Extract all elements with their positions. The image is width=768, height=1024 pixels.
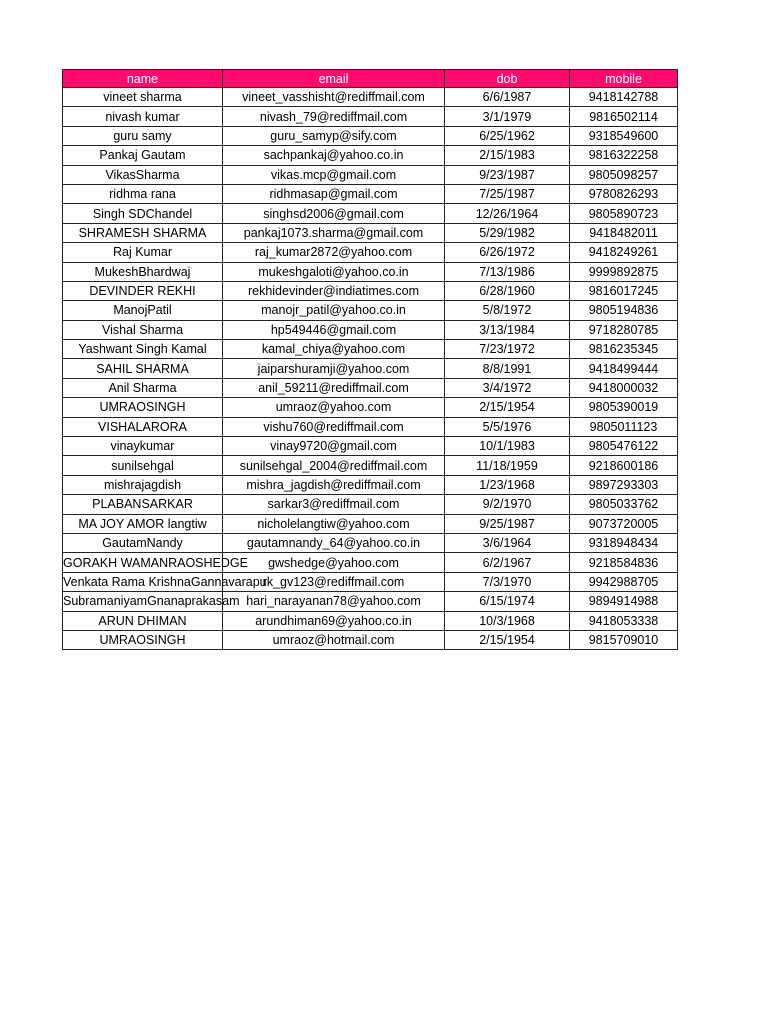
name-cell[interactable]: vinaykumar bbox=[63, 437, 223, 456]
dob-cell[interactable]: 6/2/1967 bbox=[445, 553, 570, 572]
table-row bbox=[63, 437, 678, 456]
email-cell[interactable]: umraoz@yahoo.com bbox=[223, 398, 445, 417]
mobile-cell[interactable]: 9418142788 bbox=[570, 88, 678, 107]
table-row bbox=[63, 204, 678, 223]
dob-cell[interactable]: 6/15/1974 bbox=[445, 592, 570, 611]
table-row bbox=[63, 533, 678, 552]
mobile-cell[interactable]: 9942988705 bbox=[570, 572, 678, 591]
name-cell[interactable]: Yashwant Singh Kamal bbox=[63, 340, 223, 359]
name-cell[interactable]: VikasSharma bbox=[63, 165, 223, 184]
name-cell[interactable]: SHRAMESH SHARMA bbox=[63, 223, 223, 242]
name-cell[interactable]: Pankaj Gautam bbox=[63, 146, 223, 165]
table-row bbox=[63, 630, 678, 649]
table-row bbox=[63, 146, 678, 165]
email-cell[interactable]: kamal_chiya@yahoo.com bbox=[223, 340, 445, 359]
mobile-cell[interactable]: 9780826293 bbox=[570, 184, 678, 203]
table-row bbox=[63, 107, 678, 126]
mobile-cell[interactable]: 9805890723 bbox=[570, 204, 678, 223]
email-cell[interactable]: anil_59211@rediffmail.com bbox=[223, 378, 445, 397]
name-cell[interactable]: mishrajagdish bbox=[63, 475, 223, 494]
table-row bbox=[63, 359, 678, 378]
table-row bbox=[63, 301, 678, 320]
dob-cell[interactable]: 6/25/1962 bbox=[445, 126, 570, 145]
email-cell[interactable]: rekhidevinder@indiatimes.com bbox=[223, 281, 445, 300]
email-cell[interactable]: umraoz@hotmail.com bbox=[223, 630, 445, 649]
mobile-cell[interactable]: 9418499444 bbox=[570, 359, 678, 378]
table-row bbox=[63, 281, 678, 300]
table-row bbox=[63, 553, 678, 572]
name-cell[interactable]: MukeshBhardwaj bbox=[63, 262, 223, 281]
dob-cell[interactable]: 8/8/1991 bbox=[445, 359, 570, 378]
email-cell[interactable]: vinay9720@gmail.com bbox=[223, 437, 445, 456]
column-header-email: email bbox=[223, 70, 445, 88]
dob-cell[interactable]: 12/26/1964 bbox=[445, 204, 570, 223]
email-cell[interactable]: vishu760@rediffmail.com bbox=[223, 417, 445, 436]
mobile-cell[interactable]: 9999892875 bbox=[570, 262, 678, 281]
dob-cell[interactable]: 7/3/1970 bbox=[445, 572, 570, 591]
dob-cell[interactable]: 9/23/1987 bbox=[445, 165, 570, 184]
table-row bbox=[63, 243, 678, 262]
table-row bbox=[63, 592, 678, 611]
name-cell[interactable]: MA JOY AMOR langtiw bbox=[63, 514, 223, 533]
table-row bbox=[63, 456, 678, 475]
mobile-cell[interactable]: 9816235345 bbox=[570, 340, 678, 359]
email-cell[interactable]: mishra_jagdish@rediffmail.com bbox=[223, 475, 445, 494]
table-row bbox=[63, 262, 678, 281]
name-cell[interactable]: UMRAOSINGH bbox=[63, 398, 223, 417]
table-row bbox=[63, 165, 678, 184]
name-cell[interactable]: VISHALARORA bbox=[63, 417, 223, 436]
mobile-cell[interactable]: 9418249261 bbox=[570, 243, 678, 262]
name-cell[interactable]: SubramaniyamGnanaprakasam bbox=[63, 592, 223, 611]
dob-cell[interactable]: 9/2/1970 bbox=[445, 495, 570, 514]
mobile-cell[interactable]: 9805476122 bbox=[570, 437, 678, 456]
email-cell[interactable]: sunilsehgal_2004@rediffmail.com bbox=[223, 456, 445, 475]
email-cell[interactable]: gwshedge@yahoo.com bbox=[223, 553, 445, 572]
dob-cell[interactable]: 5/29/1982 bbox=[445, 223, 570, 242]
email-cell[interactable]: ridhmasap@gmail.com bbox=[223, 184, 445, 203]
email-cell[interactable]: gautamnandy_64@yahoo.co.in bbox=[223, 533, 445, 552]
mobile-cell[interactable]: 9073720005 bbox=[570, 514, 678, 533]
name-cell[interactable]: GORAKH WAMANRAOSHEDGE bbox=[63, 553, 223, 572]
email-cell[interactable]: sachpankaj@yahoo.co.in bbox=[223, 146, 445, 165]
dob-cell[interactable]: 7/23/1972 bbox=[445, 340, 570, 359]
name-cell[interactable]: UMRAOSINGH bbox=[63, 630, 223, 649]
email-cell[interactable]: vikas.mcp@gmail.com bbox=[223, 165, 445, 184]
email-cell[interactable]: rk_gv123@rediffmail.com bbox=[223, 572, 445, 591]
mobile-cell[interactable]: 9218584836 bbox=[570, 553, 678, 572]
name-cell[interactable]: guru samy bbox=[63, 126, 223, 145]
name-cell[interactable]: Raj Kumar bbox=[63, 243, 223, 262]
dob-cell[interactable]: 7/13/1986 bbox=[445, 262, 570, 281]
mobile-cell[interactable]: 9418000032 bbox=[570, 378, 678, 397]
table-row bbox=[63, 88, 678, 107]
name-cell[interactable]: ManojPatil bbox=[63, 301, 223, 320]
mobile-cell[interactable]: 9805390019 bbox=[570, 398, 678, 417]
email-cell[interactable]: nicholelangtiw@yahoo.com bbox=[223, 514, 445, 533]
dob-cell[interactable]: 3/1/1979 bbox=[445, 107, 570, 126]
mobile-cell[interactable]: 9805033762 bbox=[570, 495, 678, 514]
dob-cell[interactable]: 2/15/1954 bbox=[445, 398, 570, 417]
contacts-table bbox=[62, 69, 678, 650]
name-cell[interactable]: ARUN DHIMAN bbox=[63, 611, 223, 630]
dob-cell[interactable]: 3/6/1964 bbox=[445, 533, 570, 552]
email-cell[interactable]: jaiparshuramji@yahoo.com bbox=[223, 359, 445, 378]
dob-cell[interactable]: 9/25/1987 bbox=[445, 514, 570, 533]
name-cell[interactable]: sunilsehgal bbox=[63, 456, 223, 475]
dob-cell[interactable]: 10/3/1968 bbox=[445, 611, 570, 630]
column-header-dob: dob bbox=[445, 70, 570, 88]
name-cell[interactable]: nivash kumar bbox=[63, 107, 223, 126]
name-cell[interactable]: PLABANSARKAR bbox=[63, 495, 223, 514]
email-cell[interactable]: hp549446@gmail.com bbox=[223, 320, 445, 339]
name-cell[interactable]: Venkata Rama KrishnaGannavarapu bbox=[63, 572, 223, 591]
mobile-cell[interactable]: 9318948434 bbox=[570, 533, 678, 552]
name-cell[interactable]: SAHIL SHARMA bbox=[63, 359, 223, 378]
table-row bbox=[63, 417, 678, 436]
mobile-cell[interactable]: 9816322258 bbox=[570, 146, 678, 165]
name-cell[interactable]: Vishal Sharma bbox=[63, 320, 223, 339]
name-cell[interactable]: Singh SDChandel bbox=[63, 204, 223, 223]
mobile-cell[interactable]: 9218600186 bbox=[570, 456, 678, 475]
mobile-cell[interactable]: 9805194836 bbox=[570, 301, 678, 320]
dob-cell[interactable]: 2/15/1983 bbox=[445, 146, 570, 165]
email-cell[interactable]: raj_kumar2872@yahoo.com bbox=[223, 243, 445, 262]
table-row bbox=[63, 223, 678, 242]
dob-cell[interactable]: 11/18/1959 bbox=[445, 456, 570, 475]
mobile-cell[interactable]: 9418053338 bbox=[570, 611, 678, 630]
table-row bbox=[63, 126, 678, 145]
email-cell[interactable]: mukeshgaloti@yahoo.co.in bbox=[223, 262, 445, 281]
name-cell[interactable]: GautamNandy bbox=[63, 533, 223, 552]
table-row bbox=[63, 184, 678, 203]
dob-cell[interactable]: 10/1/1983 bbox=[445, 437, 570, 456]
table-row bbox=[63, 572, 678, 591]
email-cell[interactable]: pankaj1073.sharma@gmail.com bbox=[223, 223, 445, 242]
mobile-cell[interactable]: 9816502114 bbox=[570, 107, 678, 126]
dob-cell[interactable]: 7/25/1987 bbox=[445, 184, 570, 203]
dob-cell[interactable]: 2/15/1954 bbox=[445, 630, 570, 649]
mobile-cell[interactable]: 9418482011 bbox=[570, 223, 678, 242]
dob-cell[interactable]: 6/6/1987 bbox=[445, 88, 570, 107]
name-cell[interactable]: vineet sharma bbox=[63, 88, 223, 107]
mobile-cell[interactable]: 9805011123 bbox=[570, 417, 678, 436]
email-cell[interactable]: vineet_vasshisht@rediffmail.com bbox=[223, 88, 445, 107]
column-header-mobile: mobile bbox=[570, 70, 678, 88]
mobile-cell[interactable]: 9815709010 bbox=[570, 630, 678, 649]
table-row bbox=[63, 340, 678, 359]
table-row bbox=[63, 320, 678, 339]
header-row bbox=[63, 70, 678, 88]
table-body bbox=[63, 88, 678, 650]
mobile-cell[interactable]: 9805098257 bbox=[570, 165, 678, 184]
email-cell[interactable]: hari_narayanan78@yahoo.com bbox=[223, 592, 445, 611]
dob-cell[interactable]: 1/23/1968 bbox=[445, 475, 570, 494]
email-cell[interactable]: guru_samyp@sify.com bbox=[223, 126, 445, 145]
column-header-name: name bbox=[63, 70, 223, 88]
email-cell[interactable]: nivash_79@rediffmail.com bbox=[223, 107, 445, 126]
spreadsheet bbox=[62, 69, 677, 650]
table-row bbox=[63, 611, 678, 630]
email-cell[interactable]: arundhiman69@yahoo.co.in bbox=[223, 611, 445, 630]
table-row bbox=[63, 378, 678, 397]
table-row bbox=[63, 475, 678, 494]
table-row bbox=[63, 398, 678, 417]
table-row bbox=[63, 514, 678, 533]
dob-cell[interactable]: 5/8/1972 bbox=[445, 301, 570, 320]
dob-cell[interactable]: 3/13/1984 bbox=[445, 320, 570, 339]
table-row bbox=[63, 495, 678, 514]
name-cell[interactable]: ridhma rana bbox=[63, 184, 223, 203]
mobile-cell[interactable]: 9894914988 bbox=[570, 592, 678, 611]
mobile-cell[interactable]: 9318549600 bbox=[570, 126, 678, 145]
dob-cell[interactable]: 3/4/1972 bbox=[445, 378, 570, 397]
dob-cell[interactable]: 6/26/1972 bbox=[445, 243, 570, 262]
email-cell[interactable]: manojr_patil@yahoo.co.in bbox=[223, 301, 445, 320]
dob-cell[interactable]: 6/28/1960 bbox=[445, 281, 570, 300]
dob-cell[interactable]: 5/5/1976 bbox=[445, 417, 570, 436]
name-cell[interactable]: Anil Sharma bbox=[63, 378, 223, 397]
mobile-cell[interactable]: 9897293303 bbox=[570, 475, 678, 494]
email-cell[interactable]: singhsd2006@gmail.com bbox=[223, 204, 445, 223]
mobile-cell[interactable]: 9718280785 bbox=[570, 320, 678, 339]
name-cell[interactable]: DEVINDER REKHI bbox=[63, 281, 223, 300]
email-cell[interactable]: sarkar3@rediffmail.com bbox=[223, 495, 445, 514]
mobile-cell[interactable]: 9816017245 bbox=[570, 281, 678, 300]
